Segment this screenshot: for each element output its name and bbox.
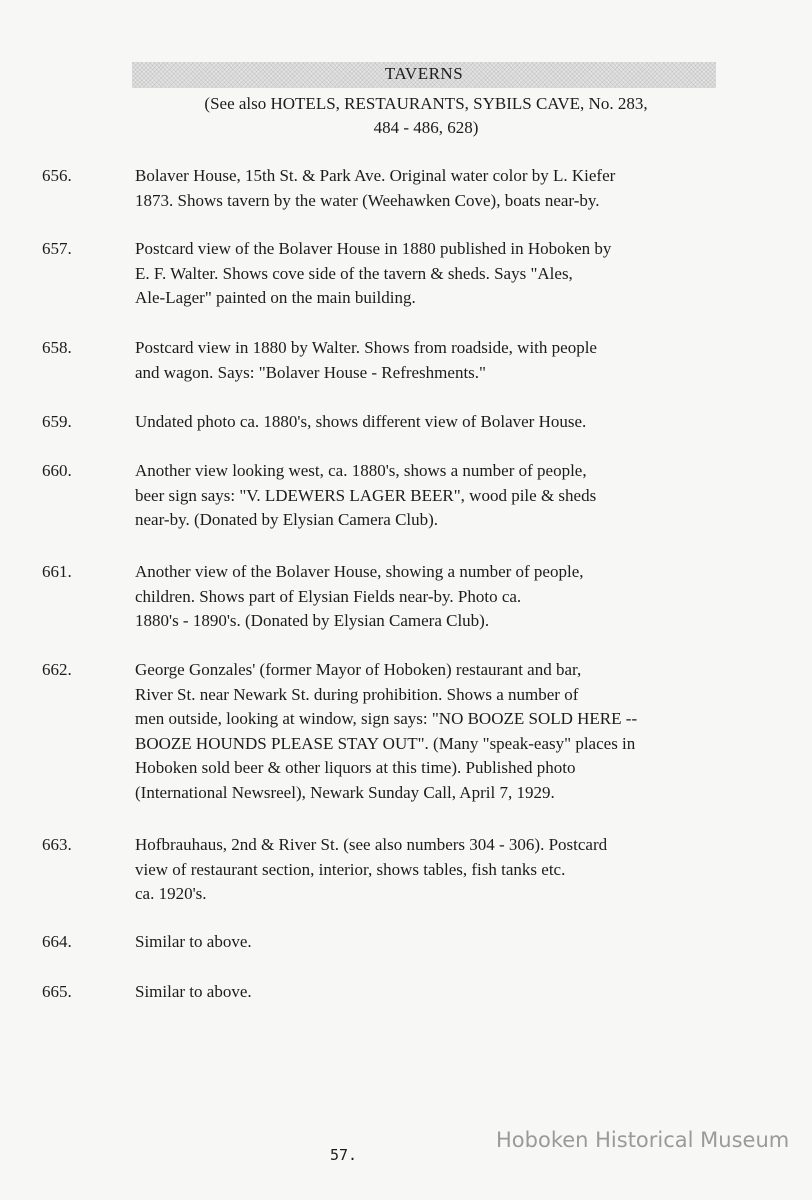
entry-line: ca. 1920's. — [135, 884, 207, 903]
entry-line: Hofbrauhaus, 2nd & River St. (see also numbers 304 - 306). Postcard — [135, 835, 608, 854]
entry-line: (International Newsreel), Newark Sunday Call, April 7, 1929. — [135, 782, 555, 802]
entry-description — [135, 459, 655, 533]
entry-line: Another view looking west, ca. 1880's, shows a number of people, — [135, 461, 587, 480]
entry-line: and wagon. Says: "Bolaver House - Refreshments." — [135, 362, 486, 382]
entry-line: men outside, looking at window, sign says: "NO BOOZE SOLD HERE -- — [135, 709, 638, 728]
entry-number: 663. — [42, 835, 72, 854]
entry-number: 661. — [42, 562, 72, 581]
entry-description — [135, 658, 655, 805]
section-note-line: (See also HOTELS, RESTAURANTS, SYBILS CAVE, No. 283, — [204, 94, 648, 113]
entry-description — [135, 560, 655, 634]
page-number: 57. — [330, 1146, 358, 1164]
entry-number: 656. — [42, 166, 72, 185]
entry-line: E. F. Walter. Shows cove side of the tavern & sheds. Says "Ales, — [135, 263, 573, 283]
entry-number: 659. — [42, 412, 72, 431]
entry-line: Bolaver House, 15th St. & Park Ave. Original water color by L. Kiefer — [135, 166, 616, 185]
entry-line: Ale-Lager" painted on the main building. — [135, 288, 416, 307]
section-title: TAVERNS — [384, 64, 464, 83]
entry-line: Similar to above. — [135, 932, 252, 951]
entry-line: view of restaurant section, interior, shows tables, fish tanks etc. — [135, 859, 566, 879]
entry-line: 1880's - 1890's. (Donated by Elysian Camera Club). — [135, 611, 490, 630]
entry-description — [135, 980, 655, 1005]
entry-description — [135, 930, 655, 955]
entry-number: 662. — [42, 660, 72, 679]
entry-line: Undated photo ca. 1880's, shows different view of Bolaver House. — [135, 412, 587, 431]
entry-line: near-by. (Donated by Elysian Camera Club). — [135, 510, 439, 529]
section-note-line: 484 - 486, 628) — [373, 118, 479, 137]
entry-description — [135, 410, 655, 435]
entry-number: 658. — [42, 338, 72, 357]
entry-line: 1873. Shows tavern by the water (Weehawken Cove), boats near-by. — [135, 190, 600, 210]
entry-line: Another view of the Bolaver House, showing a number of people, — [135, 562, 584, 581]
entry-description — [135, 237, 655, 311]
entry-line: River St. near Newark St. during prohibition. Shows a number of — [135, 684, 579, 704]
entry-line: beer sign says: "V. LDEWERS LAGER BEER", wood pile & sheds — [135, 485, 597, 505]
entry-number: 665. — [42, 982, 72, 1001]
entry-description — [135, 164, 655, 213]
entry-line: George Gonzales' (former Mayor of Hoboken) restaurant and bar, — [135, 660, 582, 679]
section-cross-reference-note — [170, 92, 682, 140]
entry-number: 657. — [42, 239, 72, 258]
entry-description — [135, 336, 655, 385]
entry-line: Hoboken sold beer & other liquors at this time). Published photo — [135, 758, 576, 777]
entry-line: Postcard view of the Bolaver House in 1880 published in Hoboken by — [135, 239, 612, 258]
entry-number: 664. — [42, 932, 72, 951]
entry-line: children. Shows part of Elysian Fields near-by. Photo ca. — [135, 586, 522, 606]
entry-line: Postcard view in 1880 by Walter. Shows from roadside, with people — [135, 338, 597, 357]
entry-line: Similar to above. — [135, 982, 252, 1001]
museum-watermark: Hoboken Historical Museum — [496, 1128, 790, 1152]
entry-line: BOOZE HOUNDS PLEASE STAY OUT". (Many "speak-easy" places in — [135, 733, 636, 753]
entry-description — [135, 833, 655, 907]
entry-number: 660. — [42, 461, 72, 480]
